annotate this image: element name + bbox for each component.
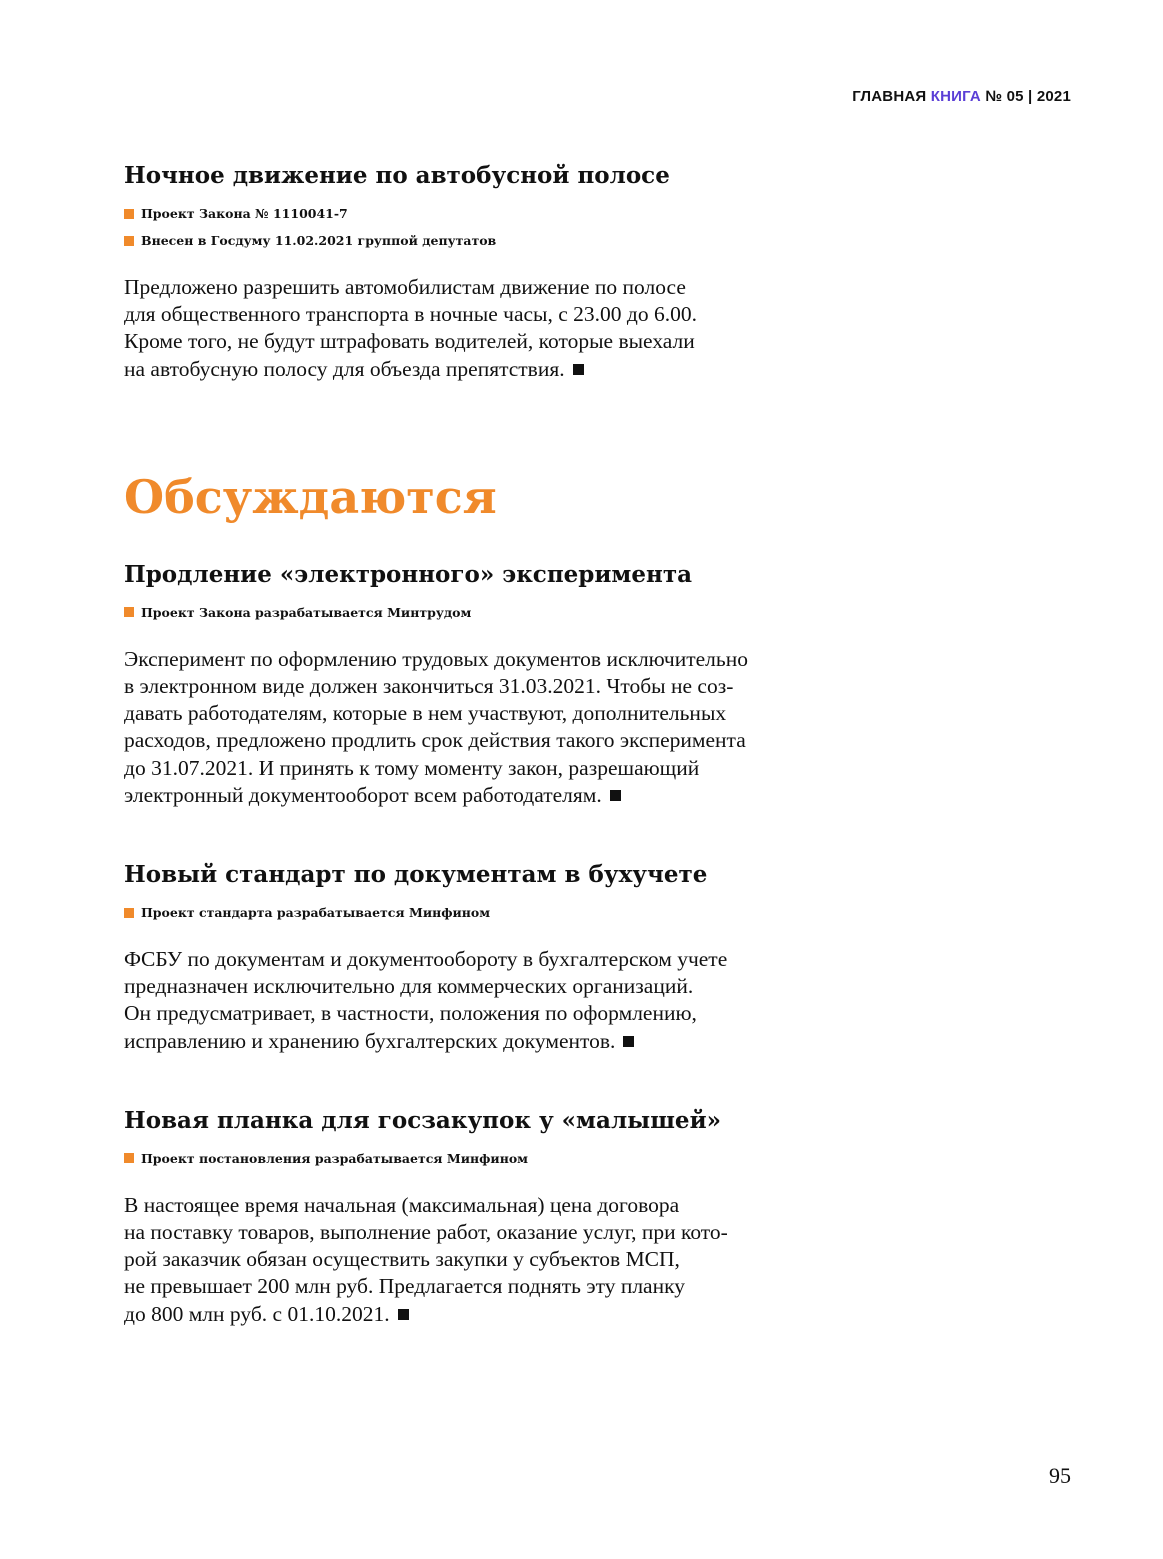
orange-square-icon (124, 607, 134, 617)
meta-item (124, 599, 844, 626)
end-square-icon (623, 1036, 634, 1047)
article-body (124, 1192, 844, 1328)
body-line: в электронном виде должен закончиться 31.03.2021. Чтобы не соз- (124, 674, 734, 699)
article-body (124, 274, 844, 383)
article-meta-list (124, 1145, 844, 1172)
article-night-bus-lane (124, 158, 844, 383)
page-content (124, 158, 844, 1328)
page-number: 95 (1049, 1463, 1071, 1488)
end-square-icon (398, 1309, 409, 1320)
orange-square-icon (124, 236, 134, 246)
body-line: не превышает 200 млн руб. Предлагается поднять эту планку (124, 1274, 685, 1299)
meta-text: Проект Закона № 1110041-7 (141, 206, 348, 221)
meta-item (124, 227, 844, 254)
meta-text: Проект постановления разрабатывается Минфином (141, 1150, 529, 1166)
article-title: Продление «электронного» эксперимента (124, 560, 693, 588)
body-line: Эксперимент по оформлению трудовых документов исключительно (124, 646, 748, 671)
article-title: Новая планка для госзакупок у «малышей» (124, 1106, 722, 1134)
meta-text: Проект Закона разрабатывается Минтрудом (141, 604, 472, 620)
article-title: Новый стандарт по документам в бухучете (124, 861, 708, 889)
meta-item (124, 1145, 844, 1172)
article-meta-list (124, 899, 844, 926)
orange-square-icon (124, 1153, 134, 1163)
body-line: Он предусматривает, в частности, положения по оформлению, (124, 1001, 697, 1026)
article-electronic-experiment (124, 557, 844, 809)
masthead-issue: № 05 | 2021 (985, 88, 1071, 105)
article-title: Ночное движение по автобусной полосе (124, 162, 670, 189)
body-line: давать работодателям, которые в нем участвуют, дополнительных (124, 701, 727, 726)
article-meta-list (124, 599, 844, 626)
body-line: до 31.07.2021. И принять к тому моменту закон, разрешающий (124, 755, 700, 780)
body-line-last (124, 1028, 844, 1055)
body-line-text: электронный документооборот всем работодателям. (124, 782, 602, 807)
article-body (124, 946, 844, 1055)
body-line-last (124, 356, 844, 383)
body-line-text: на автобусную полосу для объезда препятствия. (124, 356, 565, 381)
body-line: предназначен исключительно для коммерческих организаций. (124, 974, 694, 999)
section-heading: Обсуждаются (124, 469, 497, 524)
body-line: на поставку товаров, выполнение работ, оказание услуг, при кото- (124, 1220, 728, 1245)
end-square-icon (573, 364, 584, 375)
masthead (852, 88, 1071, 105)
body-line-text: до 800 млн руб. с 01.10.2021. (124, 1301, 390, 1326)
body-line: Кроме того, не будут штрафовать водителей, которые выехали (124, 329, 695, 354)
body-line: ФСБУ по документам и документообороту в бухгалтерском учете (124, 947, 728, 972)
body-line-last (124, 782, 844, 809)
body-line-text: исправлению и хранению бухгалтерских документов. (124, 1028, 616, 1053)
orange-square-icon (124, 908, 134, 918)
body-line: рой заказчик обязан осуществить закупки у субъектов МСП, (124, 1247, 680, 1272)
body-line: для общественного транспорта в ночные часы, с 23.00 до 6.00. (124, 302, 697, 327)
orange-square-icon (124, 209, 134, 219)
article-body (124, 646, 844, 809)
article-meta-list (124, 200, 844, 254)
end-square-icon (610, 790, 621, 801)
masthead-title-part1: ГЛАВНАЯ (852, 88, 927, 105)
body-line: В настоящее время начальная (максимальная) цена договора (124, 1192, 680, 1217)
body-line: Предложено разрешить автомобилистам движение по полосе (124, 275, 686, 299)
masthead-title-part2: КНИГА (930, 88, 981, 105)
article-accounting-standard (124, 857, 844, 1055)
meta-item (124, 899, 844, 926)
meta-text: Внесен в Госдуму 11.02.2021 группой депутатов (141, 233, 497, 248)
body-line: расходов, предложено продлить срок действия такого эксперимента (124, 728, 746, 753)
body-line-last (124, 1301, 844, 1328)
article-procurement-threshold (124, 1103, 844, 1328)
meta-text: Проект стандарта разрабатывается Минфином (141, 905, 491, 921)
meta-item (124, 200, 844, 227)
